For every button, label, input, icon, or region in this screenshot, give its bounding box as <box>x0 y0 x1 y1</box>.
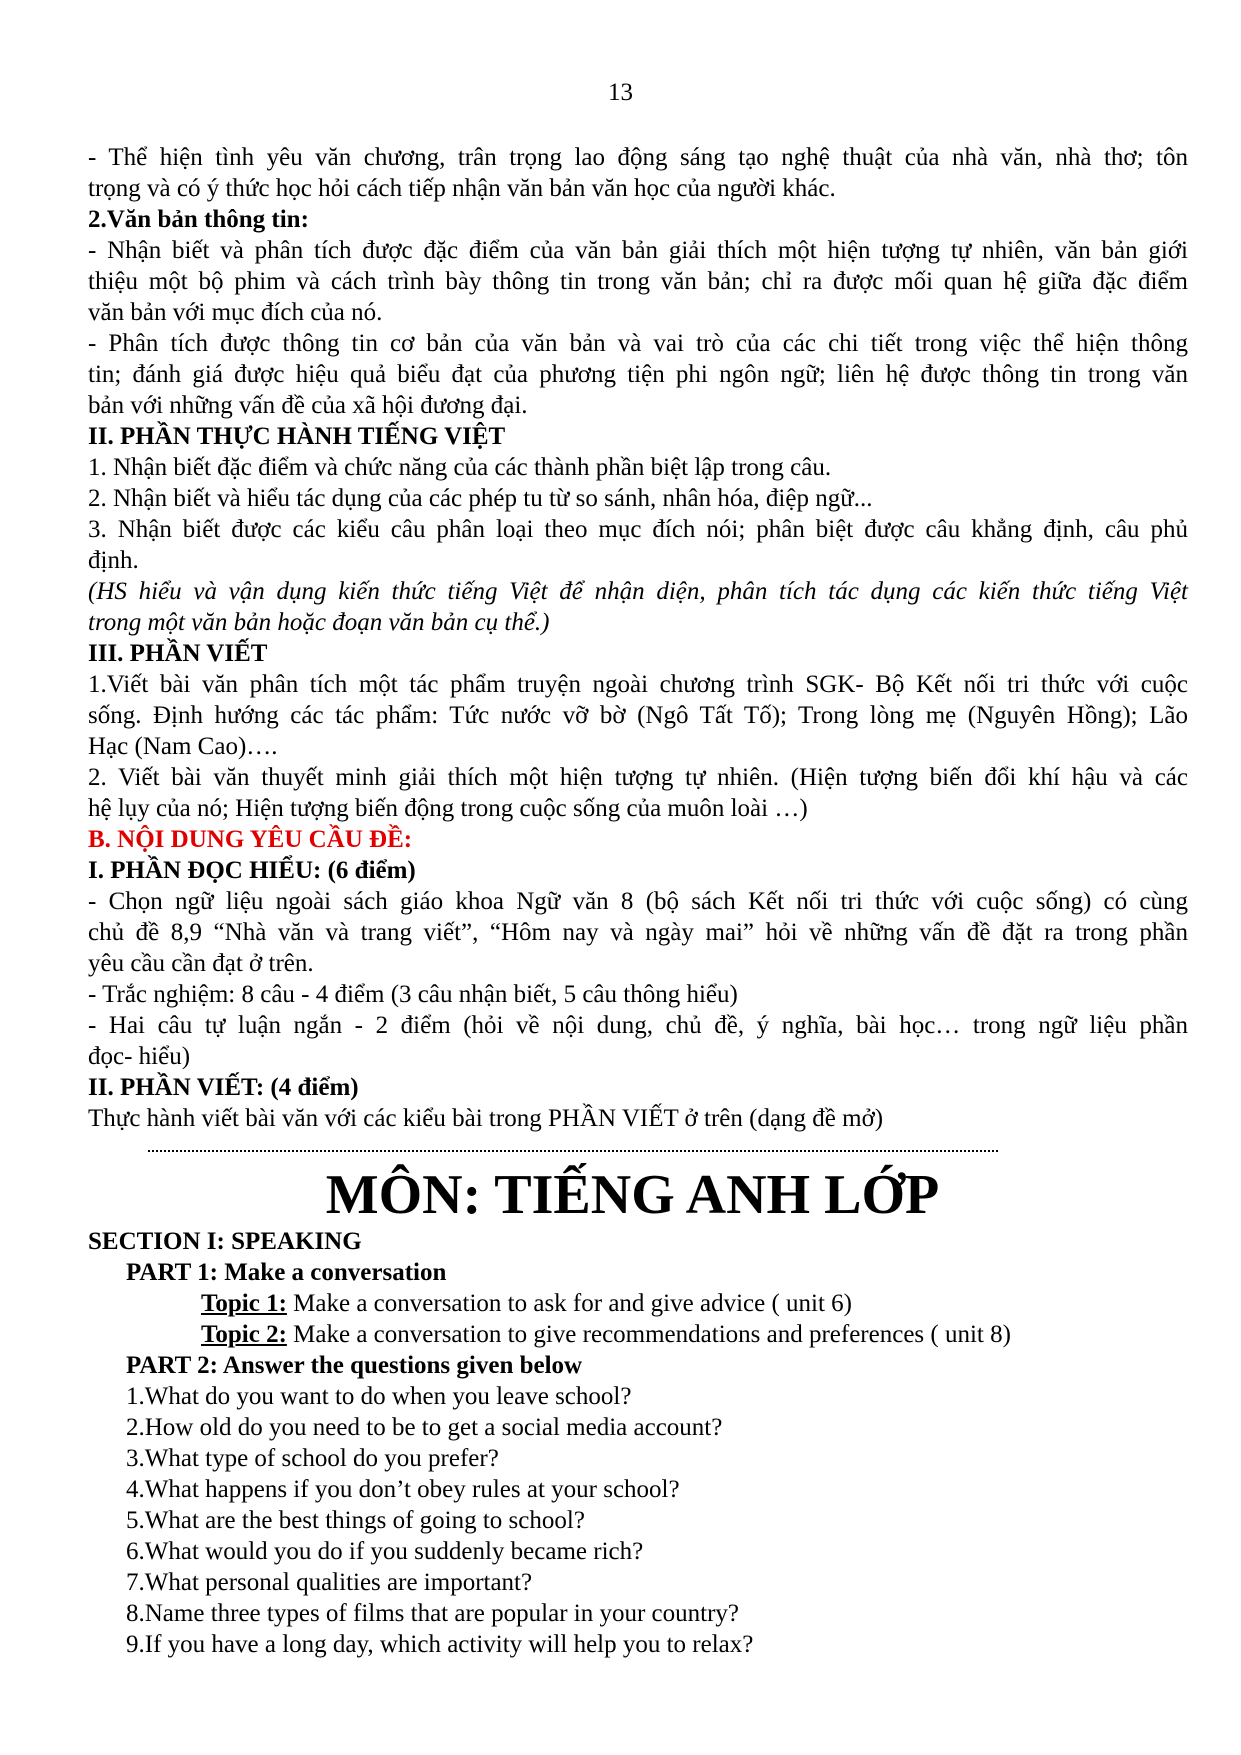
question-item: 2.How old do you need to be to get a social media account? <box>126 1414 723 1441</box>
paragraph-line: 3. Nhận biết được các kiểu câu phân loại theo mục đích nói; phân biệt được câu khẳng định, câu phủ <box>88 516 1188 543</box>
topic-1 <box>88 1288 1188 1319</box>
paragraph-line: - Trắc nghiệm: 8 câu - 4 điểm (3 câu nhận biết, 5 câu thông hiểu) <box>88 981 738 1008</box>
question-item: 8.Name three types of films that are popular in your country? <box>126 1600 740 1627</box>
dotted-divider <box>88 1134 1188 1164</box>
heading-informational-text: 2.Văn bản thông tin: <box>88 206 309 233</box>
document-body <box>88 142 1188 1660</box>
paragraph-line: định. <box>88 547 139 574</box>
heading-vietnamese-practice: II. PHẦN THỰC HÀNH TIẾNG VIỆT <box>88 423 506 450</box>
question-item: 7.What personal qualities are important? <box>126 1569 533 1596</box>
paragraph-line: hệ lụy của nó; Hiện tượng biến động trong cuộc sống của muôn loài …) <box>88 795 808 822</box>
paragraph-line: tin; đánh giá được hiệu quả biểu đạt của phương tiện phi ngôn ngữ; liên hệ được thông tin trong văn <box>88 361 1188 388</box>
question-item: 1.What do you want to do when you leave school? <box>126 1383 632 1410</box>
paragraph-line: Thực hành viết bài văn với các kiểu bài trong PHẦN VIẾT ở trên (dạng đề mở) <box>88 1105 884 1132</box>
english-subject-title: MÔN: TIẾNG ANH LỚP <box>325 1164 940 1226</box>
question-item: 6.What would you do if you suddenly became rich? <box>126 1538 644 1565</box>
question-item: 3.What type of school do you prefer? <box>126 1445 499 1472</box>
question-item: 4.What happens if you don’t obey rules at your school? <box>126 1476 680 1503</box>
topic-2 <box>88 1319 1188 1350</box>
paragraph-line: - Hai câu tự luận ngắn - 2 điểm (hỏi về nội dung, chủ đề, ý nghĩa, bài học… trong ngữ liệu phần <box>88 1012 1188 1039</box>
paragraph-line: yêu cầu cần đạt ở trên. <box>88 950 314 977</box>
heading-section-b: B. NỘI DUNG YÊU CẦU ĐỀ: <box>88 826 413 853</box>
paragraph-line: - Nhận biết và phân tích được đặc điểm của văn bản giải thích một hiện tượng tự nhiên, văn bản giới <box>88 237 1188 264</box>
part1-heading: PART 1: Make a conversation <box>126 1259 447 1286</box>
question-item: 9.If you have a long day, which activity will help you to relax? <box>126 1631 754 1658</box>
paragraph-line: sống. Định hướng các tác phẩm: Tức nước vỡ bờ (Ngô Tất Tố); Trong lòng mẹ (Nguyên Hồng); Lão <box>88 702 1188 729</box>
paragraph-line: Hạc (Nam Cao)…. <box>88 733 278 760</box>
paragraph-line: 2. Viết bài văn thuyết minh giải thích một hiện tượng tự nhiên. (Hiện tượng biến đổi khí hậu và các <box>88 764 1188 791</box>
section-speaking-heading: SECTION I: SPEAKING <box>88 1228 362 1255</box>
heading-writing: III. PHẦN VIẾT <box>88 640 268 667</box>
paragraph-line: đọc- hiểu) <box>88 1043 191 1070</box>
paragraph-line: - Phân tích được thông tin cơ bản của văn bản và vai trò của các chi tiết trong việc thể hiện thông <box>88 330 1188 357</box>
heading-writing-points: II. PHẦN VIẾT: (4 điểm) <box>88 1074 359 1101</box>
question-item: 5.What are the best things of going to school? <box>126 1507 585 1534</box>
page-number: 13 <box>608 79 633 106</box>
paragraph-line: - Chọn ngữ liệu ngoài sách giáo khoa Ngữ văn 8 (bộ sách Kết nối tri thức với cuộc sống) có cùng <box>88 888 1188 915</box>
topic-1-text: Make a conversation to ask for and give advice ( unit 6) <box>286 1290 852 1317</box>
topic-2-text: Make a conversation to give recommendations and preferences ( unit 8) <box>286 1321 1011 1348</box>
paragraph-line: bản với những vấn đề của xã hội đương đại. <box>88 392 528 419</box>
paragraph-line: 1. Nhận biết đặc điểm và chức năng của các thành phần biệt lập trong câu. <box>88 454 832 481</box>
part2-heading: PART 2: Answer the questions given below <box>126 1352 583 1379</box>
italic-note-line: trong một văn bản hoặc đoạn văn bản cụ thể.) <box>88 609 550 636</box>
topic-1-label: Topic 1: <box>201 1290 287 1317</box>
paragraph-line: 1.Viết bài văn phân tích một tác phẩm truyện ngoài chương trình SGK- Bộ Kết nối tri thức với cuộc <box>88 671 1188 698</box>
paragraph-line: - Thể hiện tình yêu văn chương, trân trọng lao động sáng tạo nghệ thuật của nhà văn, nhà thơ; tôn <box>88 144 1188 171</box>
italic-note-line: (HS hiểu và vận dụng kiến thức tiếng Việt để nhận diện, phân tích tác dụng các kiến thức tiếng Việt <box>88 578 1188 605</box>
paragraph-line: 2. Nhận biết và hiểu tác dụng của các phép tu từ so sánh, nhân hóa, điệp ngữ... <box>88 485 873 512</box>
topic-2-label: Topic 2: <box>201 1321 287 1348</box>
paragraph-line: trọng và có ý thức học hỏi cách tiếp nhận văn bản văn học của người khác. <box>88 175 836 202</box>
paragraph-line: văn bản với mục đích của nó. <box>88 299 383 326</box>
heading-reading: I. PHẦN ĐỌC HIỂU: (6 điểm) <box>88 857 416 884</box>
paragraph-line: chủ đề 8,9 “Nhà văn và trang viết”, “Hôm nay và ngày mai” hỏi về những vấn đề đặt ra trong phần <box>88 919 1188 946</box>
paragraph-line: thiệu một bộ phim và cách trình bày thông tin trong văn bản; chỉ ra được mối quan hệ giữa đặc điểm <box>88 268 1188 295</box>
